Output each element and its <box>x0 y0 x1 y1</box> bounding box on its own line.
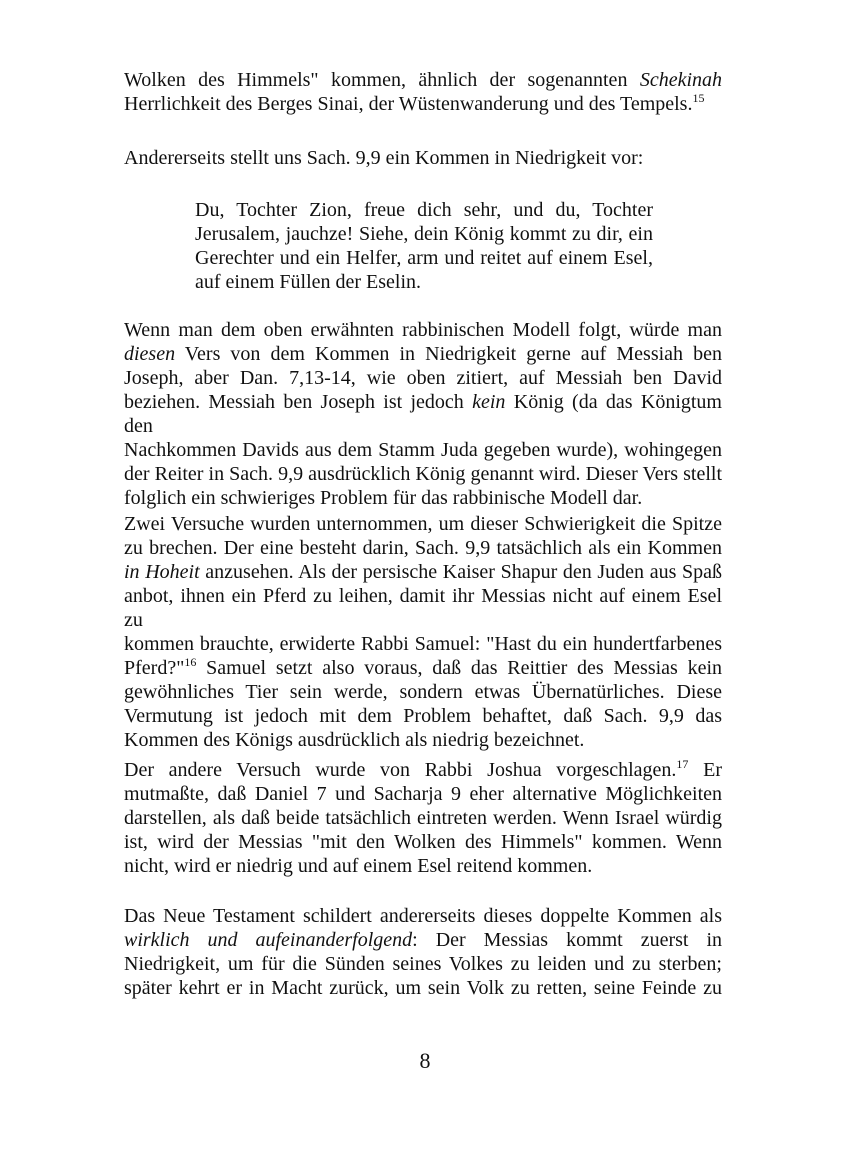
italic-text: kein <box>472 391 506 413</box>
line: mutmaßte, daß Daniel 7 und Sacharja 9 eher alternative Möglichkeiten <box>124 783 722 805</box>
italic-text: diesen <box>124 343 176 365</box>
line <box>124 390 722 438</box>
text: Herrlichkeit des Berges Sinai, der Wüstenwanderung und des Tempels. <box>124 93 693 115</box>
paragraph-5 <box>124 758 722 878</box>
text: Wolken des Himmels" kommen, ähnlich der sogenannten <box>124 69 640 91</box>
line: Niedrigkeit, um für die Sünden seines Volkes zu leiden und zu sterben; <box>124 953 722 975</box>
line: Wenn man dem oben erwähnten rabbinischen Modell folgt, würde man <box>124 319 722 341</box>
line: anbot, ihnen ein Pferd zu leihen, damit ihr Messias nicht auf einem Esel zu <box>124 585 722 631</box>
line: Nachkommen Davids aus dem Stamm Juda gegeben wurde), wohingegen <box>124 439 722 461</box>
line: auf einem Füllen der Eselin. <box>195 271 422 293</box>
paragraph-2 <box>124 146 722 170</box>
line: zu brechen. Der eine besteht darin, Sach. 9,9 tatsächlich als ein Kommen <box>124 537 722 559</box>
text: anzusehen. Als der persische Kaiser Shapur den Juden aus Spaß <box>199 561 722 583</box>
footnote-ref: 15 <box>692 91 705 105</box>
italic-text: in Hoheit <box>124 561 200 583</box>
line: Andererseits stellt uns Sach. 9,9 ein Kommen in Niedrigkeit vor: <box>124 147 644 169</box>
line <box>124 656 722 680</box>
text: beziehen. Messiah ben Joseph ist jedoch <box>124 391 473 413</box>
line: Gerechter und ein Helfer, arm und reitet auf einem Esel, <box>195 247 653 269</box>
line: Jerusalem, jauchze! Siehe, dein König kommt zu dir, ein <box>195 223 653 245</box>
line: gewöhnliches Tier sein werde, sondern etwas Übernatürliches. Diese <box>124 681 722 703</box>
text: Pferd?" <box>124 657 185 679</box>
line: darstellen, als daß beide tatsächlich eintreten werden. Wenn Israel würdig <box>124 807 722 829</box>
text: Er <box>688 759 722 781</box>
paragraph-4 <box>124 512 722 752</box>
line: nicht, wird er niedrig und auf einem Esel reitend kommen. <box>124 855 593 877</box>
line: kommen brauchte, erwiderte Rabbi Samuel: "Hast du ein hundertfarbenes <box>124 633 722 655</box>
line: Kommen des Königs ausdrücklich als niedrig bezeichnet. <box>124 729 585 751</box>
line: Du, Tochter Zion, freue dich sehr, und du, Tochter <box>195 199 653 221</box>
paragraph-6 <box>124 904 722 1000</box>
text: Der andere Versuch wurde von Rabbi Joshua vorgeschlagen. <box>124 759 677 781</box>
paragraph-3 <box>124 318 722 510</box>
line <box>124 758 722 782</box>
line: Das Neue Testament schildert andererseits dieses doppelte Kommen als <box>124 905 722 927</box>
footnote-ref: 17 <box>676 757 689 771</box>
line: der Reiter in Sach. 9,9 ausdrücklich König genannt wird. Dieser Vers stellt <box>124 463 722 485</box>
line <box>124 68 722 92</box>
line <box>124 560 722 584</box>
line: Zwei Versuche wurden unternommen, um dieser Schwierigkeit die Spitze <box>124 513 722 535</box>
text: Samuel setzt also voraus, daß das Reittier des Messias kein <box>196 657 722 679</box>
italic-text: Schekinah <box>639 69 722 91</box>
page-number: 8 <box>419 1048 431 1073</box>
line: ist, wird der Messias "mit den Wolken des Himmels" kommen. Wenn <box>124 831 722 853</box>
line <box>124 92 722 116</box>
text: : Der Messias kommt zuerst in <box>412 929 723 951</box>
line: folglich ein schwieriges Problem für das rabbinische Modell dar. <box>124 487 643 509</box>
line: später kehrt er in Macht zurück, um sein Volk zu retten, seine Feinde zu <box>124 977 722 999</box>
paragraph-1 <box>124 68 722 116</box>
line: Vermutung ist jedoch mit dem Problem behaftet, daß Sach. 9,9 das <box>124 705 722 727</box>
line <box>124 342 722 366</box>
italic-text: wirklich und aufeinanderfolgend <box>124 929 413 951</box>
text: Vers von dem Kommen in Niedrigkeit gerne auf Messiah ben <box>175 343 722 365</box>
block-quote <box>195 198 653 294</box>
text: König (da das Königtum den <box>124 391 722 437</box>
footnote-ref: 16 <box>184 655 197 669</box>
line: Joseph, aber Dan. 7,13-14, wie oben zitiert, auf Messiah ben David <box>124 367 722 389</box>
line <box>124 928 722 952</box>
